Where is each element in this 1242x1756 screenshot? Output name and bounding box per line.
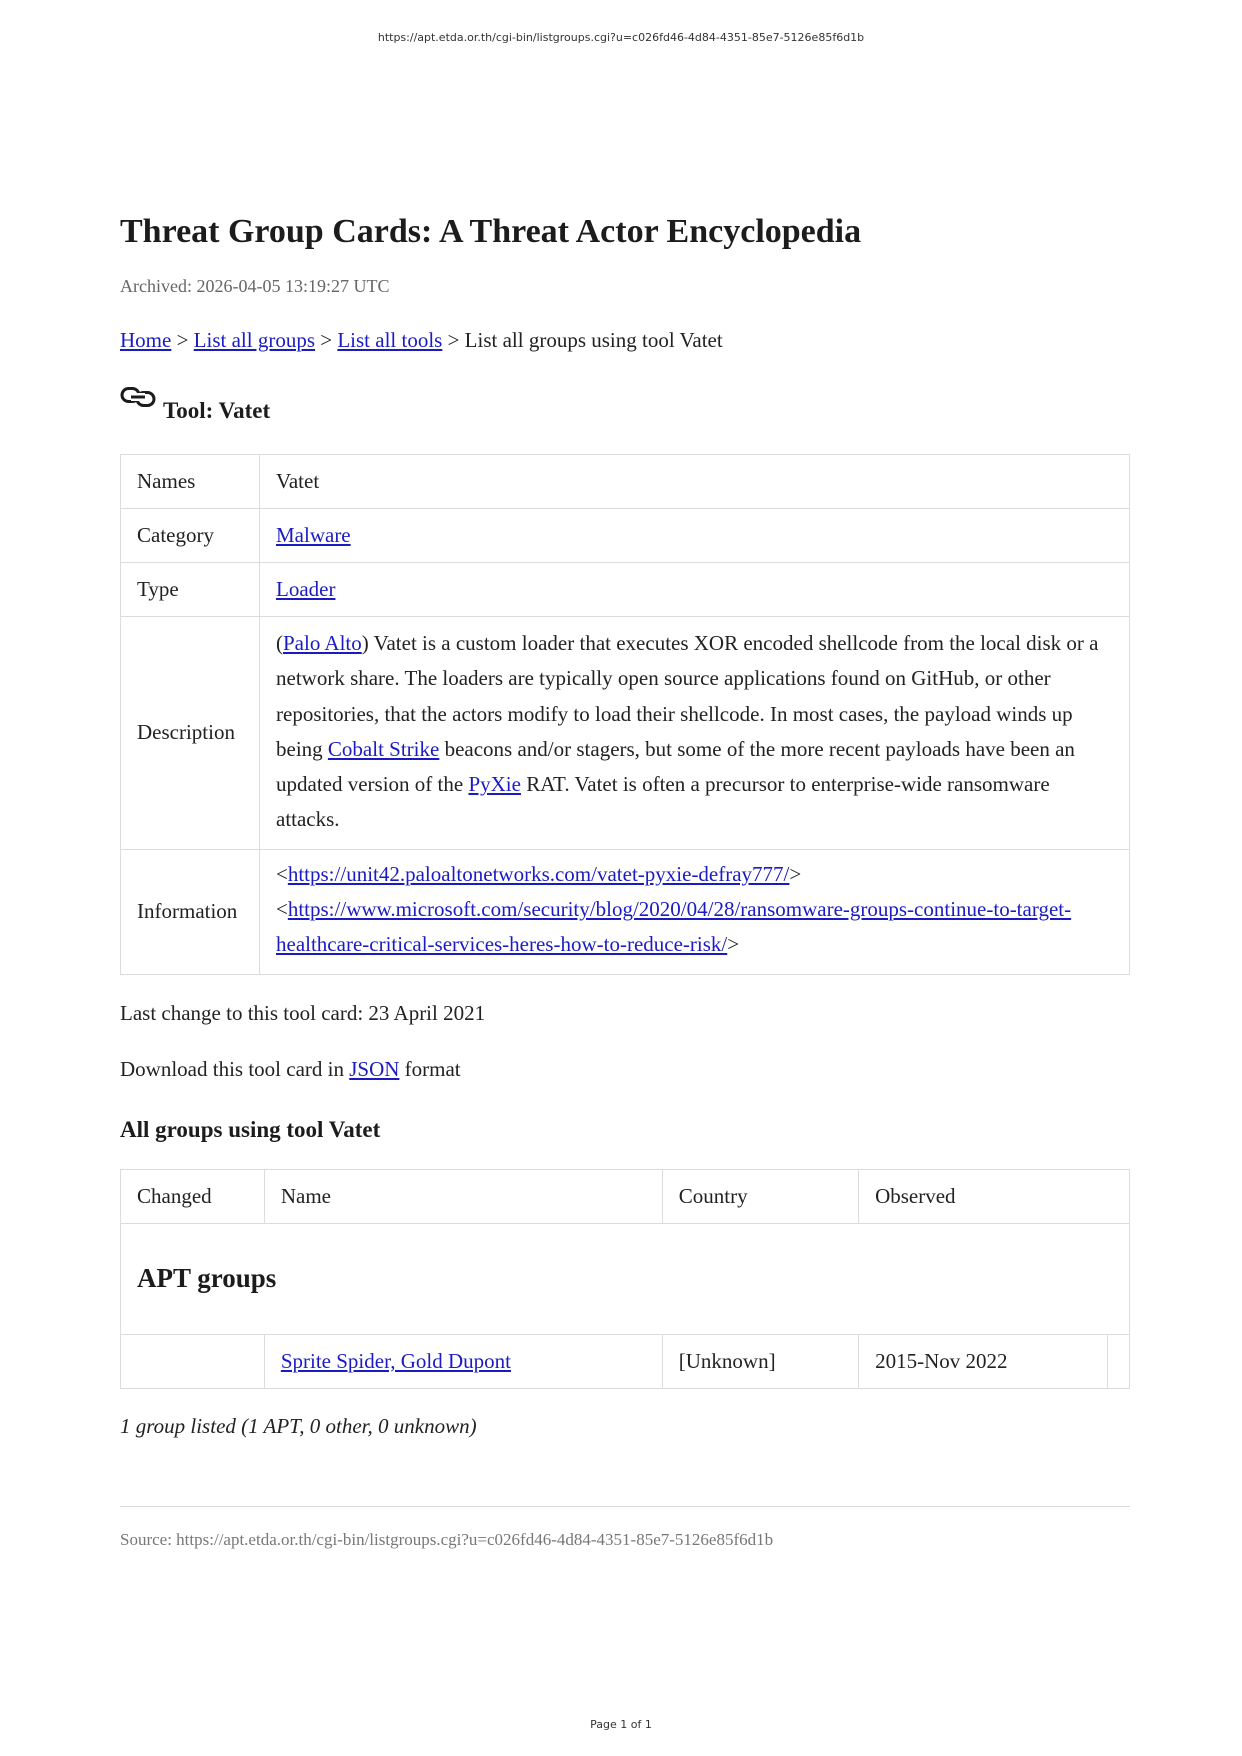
description-part-3: RAT. Vatet is often a precursor to enterprise-wide ransomware attacks. xyxy=(276,772,1050,832)
description-part-1: ) Vatet is a custom loader that executes XOR encoded shellcode from the local disk or a network share. The loaders are typically open source applications found on GitHub, or other repositories, that the actors modify to load their shellcode. In most cases, the payload winds up being xyxy=(276,631,1099,761)
category-label: Category xyxy=(121,509,260,563)
groups-summary: 1 group listed (1 APT, 0 other, 0 unknown) xyxy=(120,1413,477,1438)
link-icon xyxy=(120,386,156,408)
print-header-url: https://apt.etda.or.th/cgi-bin/listgroups.cgi?u=c026fd46-4d84-4351-85e7-5126e85f6d1b xyxy=(377,31,865,44)
type-loader-link[interactable]: Loader xyxy=(276,577,336,601)
json-download-link[interactable]: JSON xyxy=(349,1056,400,1081)
type-label: Type xyxy=(121,563,260,617)
description-label: Description xyxy=(121,617,260,850)
empty-cell xyxy=(1107,1334,1129,1388)
angle-close: > xyxy=(789,861,802,886)
tool-heading xyxy=(120,386,1130,426)
names-label: Names xyxy=(121,455,260,509)
table-header-row xyxy=(121,1169,1130,1223)
download-text xyxy=(120,1055,1130,1083)
groups-heading: All groups using tool Vatet xyxy=(120,1116,381,1142)
palo-alto-source-link[interactable]: Palo Alto xyxy=(283,631,362,655)
column-header-changed: Changed xyxy=(121,1169,265,1223)
table-row xyxy=(121,455,1130,509)
information-links xyxy=(260,849,1130,974)
names-value: Vatet xyxy=(260,455,1130,509)
breadcrumb xyxy=(120,326,1130,354)
table-row xyxy=(121,563,1130,617)
information-line xyxy=(276,857,1113,892)
column-header-country: Country xyxy=(662,1169,858,1223)
breadcrumb-home-link[interactable]: Home xyxy=(120,328,172,352)
last-change-text: Last change to this tool card: 23 April 2021 xyxy=(120,1000,486,1025)
table-row xyxy=(121,1334,1130,1388)
download-suffix: format xyxy=(399,1056,461,1081)
description-paren: ( xyxy=(276,631,283,655)
breadcrumb-list-groups-link[interactable]: List all groups xyxy=(193,328,315,352)
table-row xyxy=(121,617,1130,850)
table-row xyxy=(121,849,1130,974)
name-cell xyxy=(264,1334,662,1388)
group-name-link[interactable]: Sprite Spider, Gold Dupont xyxy=(280,1348,511,1373)
apt-groups-heading: APT groups xyxy=(121,1223,1130,1334)
breadcrumb-separator: > xyxy=(171,328,194,352)
source-url: Source: https://apt.etda.or.th/cgi-bin/listgroups.cgi?u=c026fd46-4d84-4351-85e7-5126e85f6d1b xyxy=(120,1529,774,1549)
description-part-2: beacons and/or stagers, but some of the more recent payloads have been an updated version of the xyxy=(276,736,1075,797)
observed-cell: 2015-Nov 2022 xyxy=(859,1334,1108,1388)
table-section-row xyxy=(121,1223,1130,1334)
changed-cell xyxy=(121,1334,265,1388)
tool-title: Tool: Vatet xyxy=(163,398,271,423)
information-line xyxy=(276,892,1113,963)
information-label: Information xyxy=(121,849,260,974)
column-header-observed: Observed xyxy=(859,1169,1130,1223)
country-cell: [Unknown] xyxy=(662,1334,858,1388)
category-malware-link[interactable]: Malware xyxy=(276,523,351,547)
groups-table xyxy=(120,1169,1130,1389)
angle-close: > xyxy=(727,932,740,957)
angle-open: < xyxy=(276,861,288,886)
column-header-name: Name xyxy=(264,1169,662,1223)
page-content xyxy=(120,210,1130,1551)
microsoft-reference-link[interactable]: https://www.microsoft.com/security/blog/2020/04/28/ransomware-groups-continue-to-target-healthcare-critical-services-heres-how-to-reduce-risk/ xyxy=(276,897,1072,957)
download-prefix: Download this tool card in xyxy=(120,1056,350,1081)
tool-info-table xyxy=(120,454,1130,975)
cobalt-strike-link[interactable]: Cobalt Strike xyxy=(327,736,440,761)
table-row xyxy=(121,509,1130,563)
angle-open: < xyxy=(276,897,288,922)
breadcrumb-current: > List all groups using tool Vatet xyxy=(442,328,723,352)
category-cell xyxy=(260,509,1130,563)
unit42-reference-link[interactable]: https://unit42.paloaltonetworks.com/vatet-pyxie-defray777/ xyxy=(287,861,790,886)
archived-timestamp: Archived: 2026-04-05 13:19:27 UTC xyxy=(120,276,390,296)
page-title: Threat Group Cards: A Threat Actor Encyclopedia xyxy=(120,213,862,250)
description-text xyxy=(260,617,1130,850)
breadcrumb-separator: > xyxy=(315,328,338,352)
breadcrumb-list-tools-link[interactable]: List all tools xyxy=(337,328,443,352)
pyxie-link[interactable]: PyXie xyxy=(468,772,521,797)
type-cell xyxy=(260,563,1130,617)
page-number: Page 1 of 1 xyxy=(590,1718,652,1731)
divider xyxy=(120,1506,1130,1507)
